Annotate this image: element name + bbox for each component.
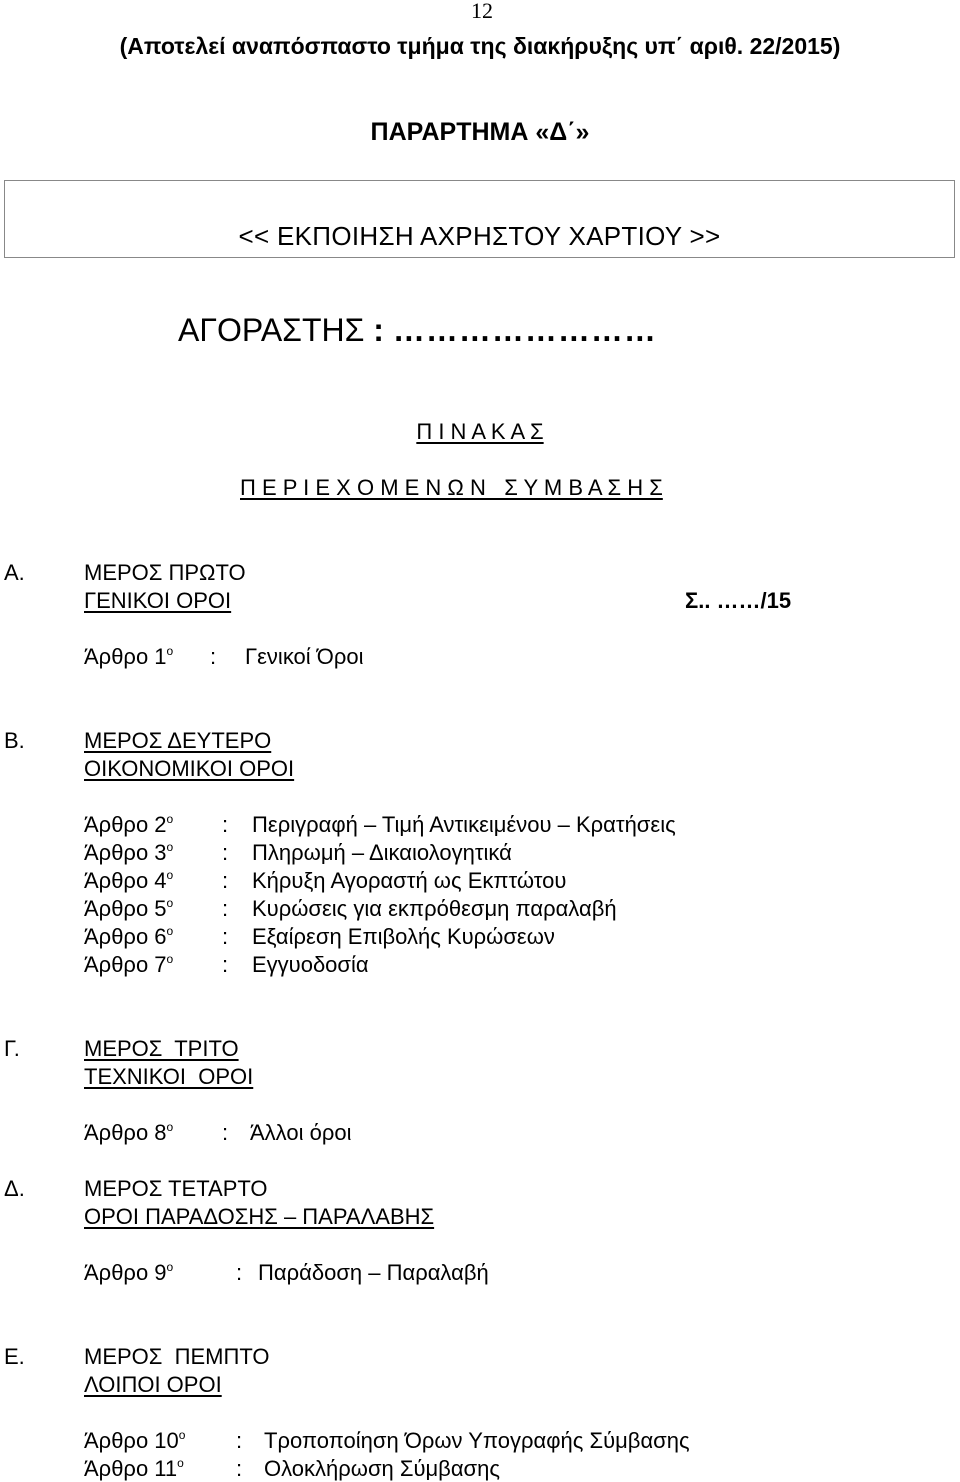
article-title: Ολοκλήρωση Σύμβασης bbox=[264, 1456, 500, 1481]
section-heading: ΤΕΧΝΙΚΟΙ ΟΡΟΙ bbox=[84, 1064, 254, 1089]
section-letter: Β. bbox=[4, 728, 25, 753]
section-part: ΜΕΡΟΣ ΤΡΙΤΟ bbox=[84, 1036, 239, 1061]
article-label: Άρθρο $9^o$ bbox=[84, 1260, 174, 1285]
article-colon: : bbox=[222, 840, 229, 865]
article-ordinal: ο bbox=[166, 896, 174, 910]
section-heading: ΟΡΟΙ ΠΑΡΑΔΟΣΗΣ – ΠΑΡΑΛΑΒΗΣ bbox=[84, 1204, 435, 1229]
article-colon: : bbox=[222, 1120, 229, 1145]
buyer-blank: …………………… bbox=[392, 312, 657, 348]
article-colon: : bbox=[222, 812, 229, 837]
article-colon: : bbox=[236, 1428, 243, 1453]
article-ordinal: ο bbox=[166, 1260, 174, 1274]
section-part: ΜΕΡΟΣ ΤΕΤΑΡΤΟ bbox=[84, 1176, 268, 1201]
article-colon: : bbox=[222, 924, 229, 949]
article-label: Άρθρο $5^o$ bbox=[84, 896, 174, 921]
article-title: Γενικοί Όροι bbox=[245, 644, 364, 669]
article-label: Άρθρο $3^o$ bbox=[84, 840, 174, 865]
section-heading: ΛΟΙΠΟΙ ΟΡΟΙ bbox=[84, 1372, 222, 1397]
article-colon: : bbox=[210, 644, 217, 669]
article-colon: : bbox=[222, 868, 229, 893]
toc-subtitle: Π Ε Ρ Ι Ε Χ Ο Μ Ε Ν Ω Ν Σ Υ Μ Β Α Σ Η Σ bbox=[240, 475, 663, 500]
title-box bbox=[4, 180, 955, 258]
title-box-text: << ΕΚΠΟΙΗΣΗ ΑΧΡΗΣΤΟΥ ΧΑΡΤΙΟΥ >> bbox=[238, 221, 721, 251]
section-part: ΜΕΡΟΣ ΠΕΜΠΤΟ bbox=[84, 1344, 270, 1369]
article-label: Άρθρο $10^o$ bbox=[84, 1428, 186, 1453]
article-ordinal: ο bbox=[166, 812, 174, 826]
section-letter: Γ. bbox=[4, 1036, 20, 1061]
section-heading: ΓΕΝΙΚΟΙ ΟΡΟΙ bbox=[84, 588, 232, 613]
article-title: Παράδοση – Παραλαβή bbox=[258, 1260, 489, 1285]
article-colon: : bbox=[236, 1260, 243, 1285]
article-label: Άρθρο $4^o$ bbox=[84, 868, 174, 893]
annex-title: ΠΑΡΑΡΤΗΜΑ «Δ΄» bbox=[370, 118, 590, 146]
article-title: Κυρώσεις για εκπρόθεσμη παραλαβή bbox=[252, 896, 617, 921]
section-letter: Δ. bbox=[4, 1176, 25, 1201]
article-ordinal: ο bbox=[166, 1120, 174, 1134]
article-ordinal: ο bbox=[166, 840, 174, 854]
article-title: Περιγραφή – Τιμή Αντικειμένου – Κρατήσεις bbox=[252, 812, 676, 837]
toc-title: Π Ι Ν Α Κ Α Σ bbox=[416, 419, 544, 444]
article-label: Άρθρο $2^o$ bbox=[84, 812, 174, 837]
page-reference: Σ.. ……/15 bbox=[685, 588, 792, 613]
article-ordinal: ο bbox=[166, 644, 174, 658]
article-title: Εξαίρεση Επιβολής Κυρώσεων bbox=[252, 924, 555, 949]
buyer-colon: : bbox=[373, 312, 384, 348]
article-label: Άρθρο $11^o$ bbox=[84, 1456, 184, 1481]
section-part: ΜΕΡΟΣ ΔΕΥΤΕΡΟ bbox=[84, 728, 272, 753]
article-ordinal: ο bbox=[166, 952, 174, 966]
buyer-label: ΑΓΟΡΑΣΤΗΣ bbox=[178, 312, 365, 348]
article-title: Πληρωμή – Δικαιολογητικά bbox=[252, 840, 512, 865]
article-title: Εγγυοδοσία bbox=[252, 952, 369, 977]
article-ordinal: ο bbox=[178, 1428, 186, 1442]
buyer-line bbox=[178, 312, 657, 349]
section-letter: Ε. bbox=[4, 1344, 25, 1369]
article-label: Άρθρο $1^o$ bbox=[84, 644, 174, 669]
article-title: Άλλοι όροι bbox=[250, 1120, 352, 1145]
article-label: Άρθρο $6^o$ bbox=[84, 924, 174, 949]
section-part: ΜΕΡΟΣ ΠΡΩΤΟ bbox=[84, 560, 246, 585]
section-letter: Α. bbox=[4, 560, 25, 585]
article-title: Κήρυξη Αγοραστή ως Εκπτώτου bbox=[252, 868, 567, 893]
article-label: Άρθρο $8^o$ bbox=[84, 1120, 174, 1145]
page-number: 12 bbox=[471, 0, 493, 23]
article-colon: : bbox=[236, 1456, 243, 1481]
section-heading: ΟΙΚΟΝΟΜΙΚΟΙ ΟΡΟΙ bbox=[84, 756, 295, 781]
article-label: Άρθρο $7^o$ bbox=[84, 952, 174, 977]
article-colon: : bbox=[222, 896, 229, 921]
article-colon: : bbox=[222, 952, 229, 977]
document-subtitle: (Αποτελεί αναπόσπαστο τμήμα της διακήρυξης υπ΄ αριθ. 22/2015) bbox=[119, 33, 841, 59]
article-title: Τροποποίηση Όρων Υπογραφής Σύμβασης bbox=[264, 1428, 690, 1453]
article-ordinal: ο bbox=[166, 868, 174, 882]
article-ordinal: ο bbox=[177, 1456, 184, 1470]
article-ordinal: ο bbox=[166, 924, 174, 938]
